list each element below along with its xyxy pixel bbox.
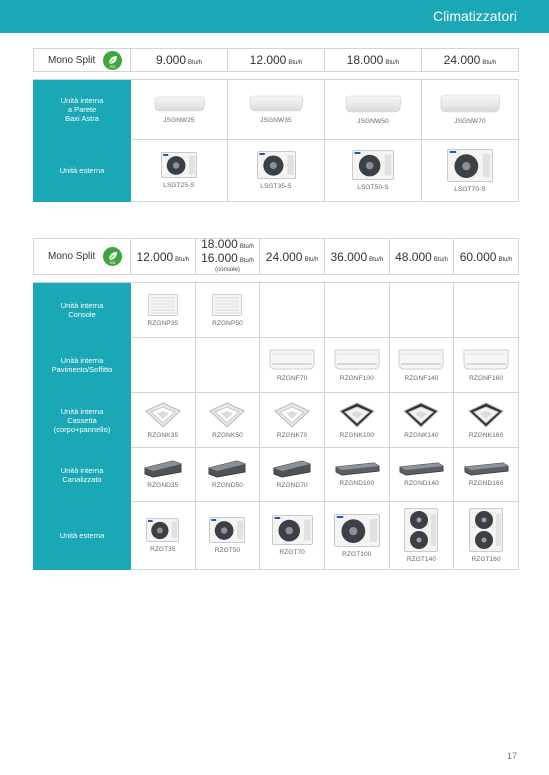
capacity-value: 24.000 — [265, 249, 303, 264]
row-label — [34, 140, 131, 202]
series-label: Mono Split — [48, 251, 96, 262]
outdoor-unit-image — [257, 151, 296, 179]
product-cell — [454, 393, 519, 448]
product-cell — [324, 283, 389, 338]
product-cell — [389, 338, 454, 393]
product-cell — [195, 393, 260, 448]
model-code: RZGNK160 — [468, 431, 504, 439]
ducted-unit-image — [398, 462, 444, 476]
product-cell — [389, 393, 454, 448]
model-code: RZGNK140 — [404, 431, 439, 439]
product-cell — [389, 448, 454, 502]
outdoor-unit-image — [272, 515, 313, 545]
floor-ceiling-unit-image — [398, 349, 444, 371]
capacity-value: 12.000 — [136, 249, 174, 264]
product-cell — [260, 502, 325, 570]
product-cell — [454, 502, 519, 570]
product-cell — [260, 448, 325, 502]
product-cell — [454, 448, 519, 502]
product-cell — [195, 502, 260, 570]
row-label — [34, 502, 131, 570]
cassette-unit-image — [145, 402, 181, 428]
capacity-header — [389, 239, 454, 275]
model-code: JSGNW25 — [163, 116, 195, 124]
product-row — [34, 448, 519, 502]
row-label-text: Unità interna Canalizzato — [60, 465, 104, 484]
series-label-cell — [34, 239, 131, 275]
outdoor-unit-image — [352, 150, 394, 180]
model-code: JSGNW35 — [260, 117, 292, 124]
leaf-icon — [103, 51, 122, 70]
capacity-unit: Btu/h — [498, 256, 513, 263]
model-code: RZGND140 — [404, 480, 439, 487]
model-code: LSGT35-S — [260, 183, 292, 190]
capacity-unit: Btu/h — [482, 60, 497, 66]
capacity-unit: Btu/h — [369, 256, 384, 263]
model-code: RZGNK35 — [147, 431, 179, 439]
row-label-text: Unità esterna — [59, 166, 105, 175]
product-cell — [389, 283, 454, 338]
svg-text:R32: R32 — [109, 64, 116, 69]
capacity-value: 36.000 — [330, 249, 368, 264]
row-label-text: Unità interna Console — [60, 301, 104, 319]
leaf-icon — [103, 247, 122, 266]
model-code: RZGNP35 — [147, 319, 179, 327]
svg-text:R32: R32 — [109, 261, 116, 265]
wall-unit-image — [153, 96, 206, 113]
capacity-note: (console) — [215, 267, 240, 273]
product-cell — [325, 80, 422, 140]
product-cell — [228, 140, 325, 202]
model-code: RZGT70 — [279, 549, 305, 556]
model-code: RZGNF70 — [276, 374, 308, 382]
product-cell — [422, 80, 519, 140]
row-label-text: Unità interna a Parete Baxi Astra — [60, 96, 104, 123]
ducted-unit-image — [143, 460, 183, 478]
wall-unit-image — [248, 95, 304, 113]
capacity-header — [454, 239, 519, 275]
floor-ceiling-unit-image — [463, 349, 509, 371]
product-cell — [422, 140, 519, 202]
capacity-unit: Btu/h — [385, 60, 400, 66]
capacity-unit: Btu/h — [188, 60, 203, 66]
product-row — [34, 502, 519, 570]
product-cell — [131, 448, 196, 502]
capacity-value: 18.000 — [201, 237, 238, 251]
outdoor-unit-image — [334, 514, 380, 547]
model-code: JSGNW50 — [357, 117, 389, 125]
capacity-value: 16.000 — [201, 251, 238, 265]
floor-ceiling-unit-image — [334, 349, 380, 371]
series-label: Mono Split — [48, 54, 96, 66]
page-title: Climatizzatori — [432, 8, 517, 24]
series-label-cell — [34, 49, 131, 72]
capacity-header — [228, 49, 325, 72]
capacity-header — [195, 239, 260, 275]
product-cell — [389, 502, 454, 570]
capacity-header — [325, 49, 422, 72]
ducted-unit-image — [463, 462, 509, 476]
product-row — [34, 393, 519, 448]
row-label — [34, 338, 131, 393]
row-label — [34, 80, 131, 140]
model-code: RZGND35 — [147, 482, 179, 489]
product-cell — [325, 140, 422, 202]
product-cell — [454, 338, 519, 393]
ducted-unit-image — [272, 460, 312, 478]
outdoor-unit-image — [209, 517, 245, 543]
product-cell — [195, 448, 260, 502]
capacity-header — [260, 239, 325, 275]
mono-split-table-2 — [33, 238, 519, 570]
capacity-header — [131, 239, 196, 275]
product-cell — [324, 338, 389, 393]
model-code: RZGNK100 — [339, 431, 374, 439]
model-code: RZGNK70 — [276, 431, 308, 439]
ducted-unit-image — [334, 462, 380, 476]
product-cell — [131, 140, 228, 202]
wall-unit-image — [439, 94, 501, 114]
capacity-unit: Btu/h — [175, 256, 190, 263]
model-code: RZGT140 — [406, 556, 437, 563]
capacity-unit: Btu/h — [239, 258, 254, 264]
page-header-band — [0, 0, 549, 33]
model-code: RZGNF160 — [469, 374, 504, 382]
cassette-unit-image — [209, 402, 245, 428]
capacity-value: 60.000 — [459, 249, 497, 264]
product-row — [34, 338, 519, 393]
capacity-header-row — [34, 239, 519, 275]
model-code: LSGT25-S — [163, 182, 195, 189]
model-code: LSGT50-S — [357, 184, 389, 191]
floor-ceiling-unit-image — [269, 349, 315, 371]
outdoor-unit-image — [469, 508, 503, 552]
model-code: RZGT35 — [150, 546, 176, 553]
product-cell — [195, 283, 260, 338]
product-cell — [131, 283, 196, 338]
product-cell — [228, 80, 325, 140]
capacity-header — [324, 239, 389, 275]
wall-unit-image — [344, 95, 402, 114]
model-code: RZGT160 — [471, 556, 501, 563]
product-cell — [260, 283, 325, 338]
row-label — [34, 283, 131, 338]
model-code: RZGNF100 — [339, 374, 374, 382]
capacity-value: 9.000 — [155, 53, 186, 67]
product-cell — [324, 502, 389, 570]
outdoor-unit-image — [161, 152, 197, 178]
capacity-value: 18.000 — [346, 53, 384, 67]
model-code: RZGNK50 — [212, 431, 243, 439]
product-cell — [454, 283, 519, 338]
cassette-unit-image — [274, 402, 310, 428]
product-cell — [324, 448, 389, 502]
capacity-unit: Btu/h — [288, 60, 303, 66]
console-unit-image — [148, 294, 178, 316]
ducted-unit-image — [207, 460, 247, 478]
product-cell — [131, 80, 228, 140]
outdoor-unit-image — [146, 518, 179, 542]
model-code: RZGT100 — [342, 550, 372, 558]
product-cell — [131, 502, 196, 570]
spacer-row — [34, 72, 519, 80]
product-cell — [131, 338, 196, 393]
product-row — [34, 140, 519, 202]
capacity-header — [131, 49, 228, 72]
model-code: RZGND50 — [211, 482, 243, 489]
model-code: LSGT70-S — [454, 185, 486, 193]
outdoor-unit-image — [447, 149, 493, 182]
row-label-text: Unità esterna — [59, 531, 105, 540]
outdoor-unit-image — [404, 508, 438, 552]
row-label — [34, 393, 131, 448]
model-code: RZGND70 — [276, 482, 308, 489]
row-label-text: Unità interna Pavimento/Soffitto — [51, 356, 113, 374]
model-code: RZGND160 — [468, 480, 504, 487]
model-code: RZGNP50 — [212, 319, 243, 327]
row-label-text: Unità interna Cassetta (corpo+pannello) — [53, 406, 111, 434]
capacity-unit: Btu/h — [433, 256, 448, 263]
capacity-value: 24.000 — [443, 53, 481, 67]
capacity-value: 12.000 — [249, 53, 287, 67]
model-code: RZGNF140 — [404, 374, 439, 382]
capacity-unit: Btu/h — [239, 244, 254, 250]
capacity-unit: Btu/h — [304, 256, 319, 263]
model-code: RZGND100 — [339, 480, 375, 487]
model-code: RZGT50 — [214, 547, 241, 554]
product-cell — [260, 338, 325, 393]
page-number: 17 — [506, 751, 517, 761]
product-cell — [131, 393, 196, 448]
row-label — [34, 448, 131, 502]
console-unit-image — [212, 294, 242, 316]
product-cell — [324, 393, 389, 448]
spacer-row — [34, 275, 519, 283]
cassette-unit-image — [468, 402, 504, 428]
product-cell — [260, 393, 325, 448]
capacity-header-row — [34, 49, 519, 72]
capacity-value: 48.000 — [395, 249, 432, 264]
cassette-unit-image — [403, 402, 439, 428]
product-row — [34, 283, 519, 338]
cassette-unit-image — [339, 402, 375, 428]
model-code: JSGNW70 — [454, 118, 486, 125]
mono-split-table-1 — [33, 48, 519, 202]
product-cell — [195, 338, 260, 393]
product-row — [34, 80, 519, 140]
capacity-header — [422, 49, 519, 72]
